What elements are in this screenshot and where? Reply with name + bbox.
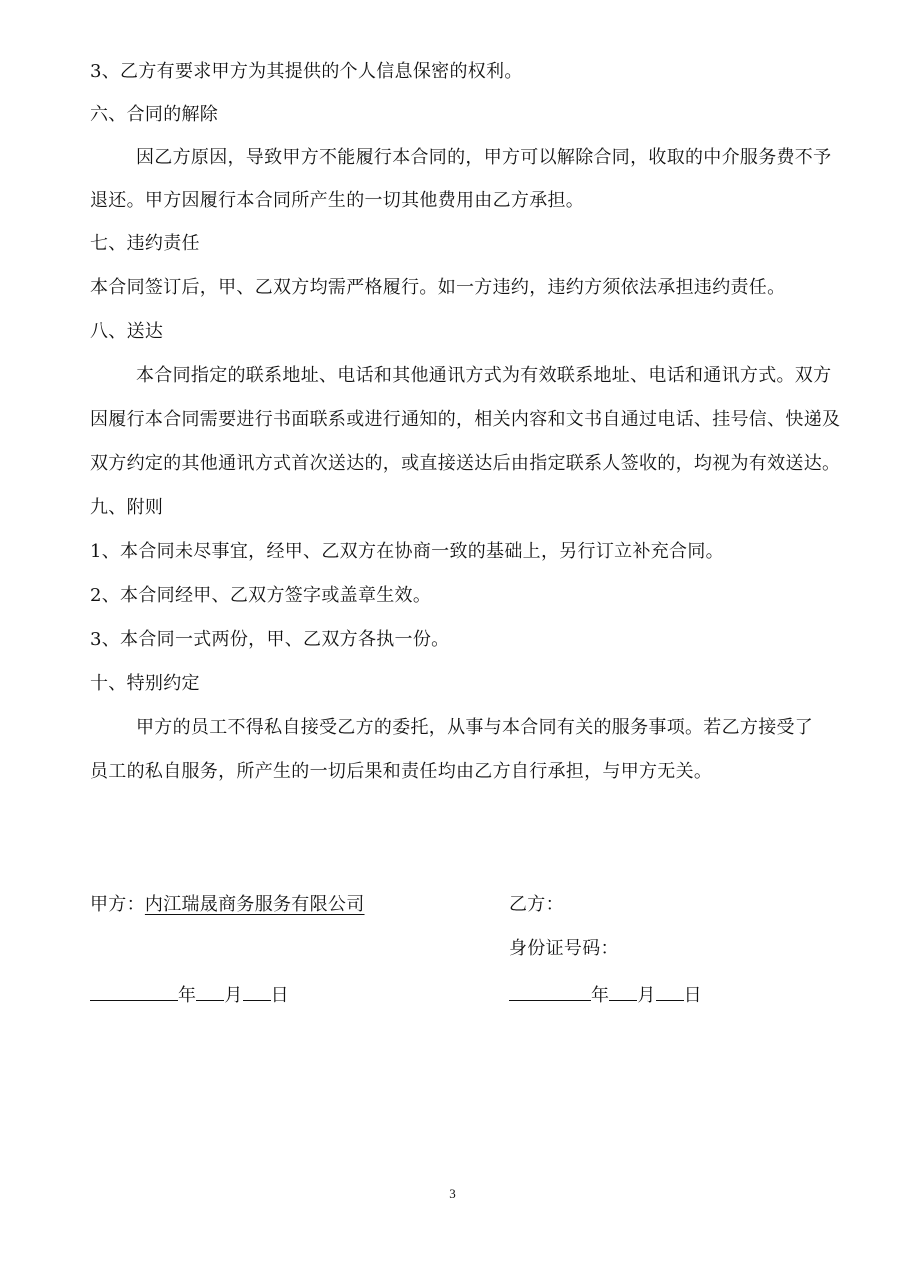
section-8-line-2: 因履行本合同需要进行书面联系或进行通知的，相关内容和文书自通过电话、挂号信、快递及 bbox=[90, 409, 841, 430]
day-blank bbox=[656, 982, 684, 1001]
section-7-heading: 七、违约责任 bbox=[90, 233, 200, 254]
party-b-date bbox=[509, 982, 702, 1008]
privacy-clause: 3、乙方有要求甲方为其提供的个人信息保密的权利。 bbox=[90, 61, 523, 82]
month-blank bbox=[609, 982, 637, 1001]
section-9-heading: 九、附则 bbox=[90, 497, 164, 518]
day-label: 日 bbox=[683, 985, 702, 1006]
party-a-label: 甲方： bbox=[90, 894, 145, 915]
month-label: 月 bbox=[637, 985, 656, 1006]
section-6-line-1: 因乙方原因，导致甲方不能履行本合同的，甲方可以解除合同，收取的中介服务费不予 bbox=[136, 147, 832, 168]
section-9-item-3: 3、本合同一式两份，甲、乙双方各执一份。 bbox=[90, 629, 450, 650]
section-10-line-1: 甲方的员工不得私自接受乙方的委托，从事与本合同有关的服务事项。若乙方接受了 bbox=[136, 717, 814, 738]
year-label: 年 bbox=[178, 985, 197, 1006]
day-label: 日 bbox=[270, 985, 289, 1006]
year-blank bbox=[509, 982, 591, 1001]
day-blank bbox=[243, 982, 271, 1001]
party-a-signature bbox=[90, 893, 365, 917]
section-7-line-1: 本合同签订后，甲、乙双方均需严格履行。如一方违约，违约方须依法承担违约责任。 bbox=[90, 277, 786, 298]
section-6-heading: 六、合同的解除 bbox=[90, 104, 219, 125]
section-8-line-1: 本合同指定的联系地址、电话和其他通讯方式为有效联系地址、电话和通讯方式。双方 bbox=[136, 365, 832, 386]
section-9-item-2: 2、本合同经甲、乙双方签字或盖章生效。 bbox=[90, 585, 432, 606]
party-a-date bbox=[90, 982, 289, 1008]
section-10-line-2: 员工的私自服务，所产生的一切后果和责任均由乙方自行承担，与甲方无关。 bbox=[90, 761, 713, 782]
section-6-line-2: 退还。甲方因履行本合同所产生的一切其他费用由乙方承担。 bbox=[90, 190, 585, 211]
month-label: 月 bbox=[224, 985, 243, 1006]
section-10-heading: 十、特别约定 bbox=[90, 673, 200, 694]
section-9-item-1: 1、本合同未尽事宜，经甲、乙双方在协商一致的基础上，另行订立补充合同。 bbox=[90, 541, 724, 562]
party-a-name: 内江瑞晟商务服务有限公司 bbox=[144, 894, 365, 915]
party-b-label: 乙方： bbox=[509, 894, 564, 915]
section-8-heading: 八、送达 bbox=[90, 321, 164, 342]
section-8-line-3: 双方约定的其他通讯方式首次送达的，或直接送达后由指定联系人签收的，均视为有效送达。 bbox=[90, 453, 841, 474]
year-blank bbox=[90, 982, 178, 1001]
year-label: 年 bbox=[591, 985, 610, 1006]
month-blank bbox=[196, 982, 224, 1001]
id-number-label: 身份证号码： bbox=[509, 938, 619, 959]
page-number: 3 bbox=[449, 1186, 456, 1201]
